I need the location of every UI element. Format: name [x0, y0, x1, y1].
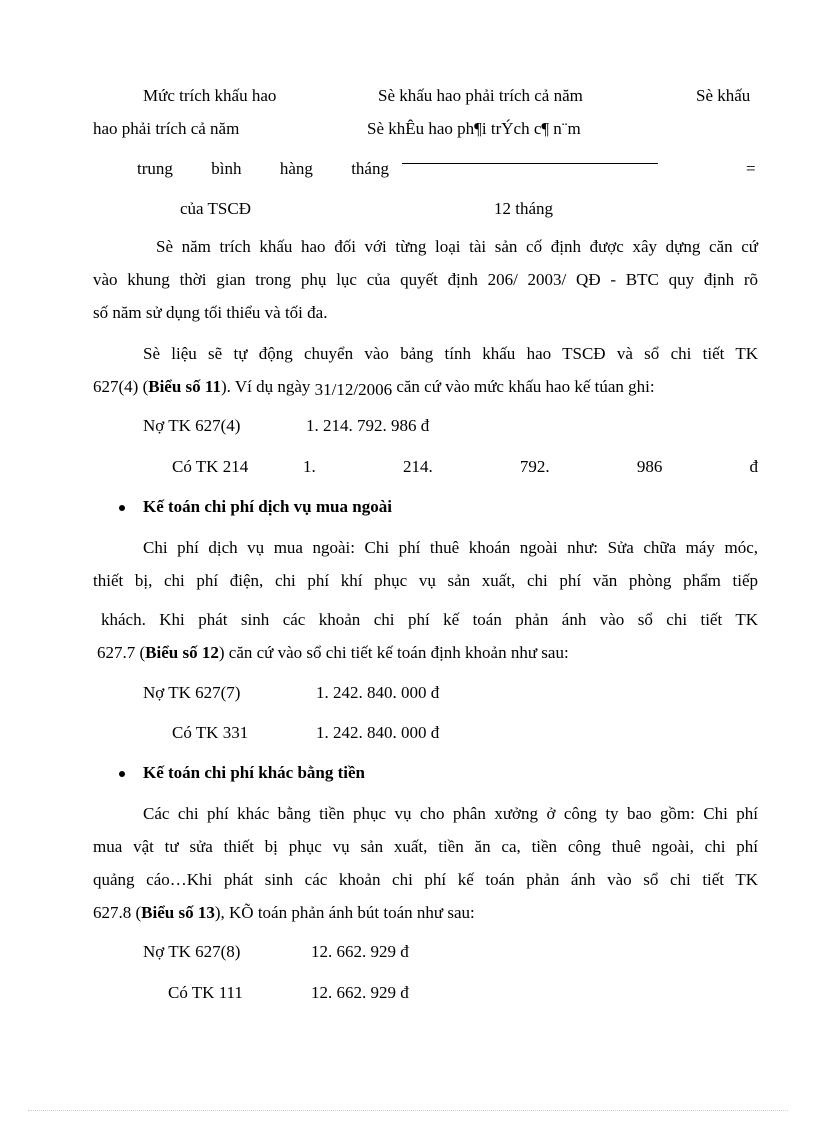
- equals-sign: =: [746, 159, 756, 178]
- section-2-line4: [97, 643, 569, 663]
- section-3-heading: Kế toán chi phí khác bằng tiền: [143, 763, 365, 782]
- date-value: 31/12/2006: [314, 380, 393, 399]
- entry1-debit-amount: 1. 214. 792. 986 đ: [306, 416, 430, 435]
- entry2-credit-label: Có TK 331: [172, 723, 249, 742]
- fraction-line: [402, 163, 658, 164]
- entry2-debit-amount: 1. 242. 840. 000 đ: [316, 683, 440, 702]
- amount-part: 986: [636, 457, 663, 476]
- formula-label-line2: hao phải trích cả năm: [93, 119, 240, 138]
- section-3-line1: Các chi phí khác bằng tiền phục vụ cho phân xưởng ở công ty bao gồm: Chi phí: [143, 804, 758, 823]
- amount-part: 1.: [303, 457, 316, 476]
- paragraph-1-line1: Sè năm trích khấu hao đối với từng loại tài sản cố định được xây dựng căn cứ: [156, 237, 758, 256]
- text-run: 627.8 (: [93, 903, 142, 922]
- amount-part: đ: [749, 457, 758, 476]
- entry3-debit-amount: 12. 662. 929 đ: [311, 942, 409, 961]
- bullet-icon: [119, 771, 125, 777]
- text-run: căn cứ vào mức khấu hao kế túan ghi:: [392, 377, 655, 396]
- section-2-heading: Kế toán chi phí dịch vụ mua ngoài: [143, 497, 392, 516]
- formula-numerator-line1: Sè khấu hao phải trích cả năm: [378, 86, 583, 105]
- formula-word: tháng: [351, 159, 389, 178]
- entry1-credit-label: Có TK 214: [172, 457, 249, 476]
- paragraph-2-line2: [93, 377, 655, 397]
- formula-word: trung: [137, 159, 173, 178]
- section-2-line1: Chi phí dịch vụ mua ngoài: Chi phí thuê khoán ngoài như: Sửa chữa máy móc,: [143, 538, 758, 557]
- section-2-line3: khách. Khi phát sinh các khoản chi phí kế toán phản ánh vào sổ chi tiết TK: [101, 610, 758, 629]
- entry1-debit-label: Nợ TK 627(4): [143, 416, 241, 435]
- reference-bieu-so-12: Biểu số 12: [145, 643, 219, 662]
- amount-part: 214.: [402, 457, 433, 476]
- formula-row3: [137, 159, 389, 179]
- entry3-credit-amount: 12. 662. 929 đ: [311, 983, 409, 1002]
- entry3-debit-label: Nợ TK 627(8): [143, 942, 241, 961]
- paragraph-1-line3: số năm sử dụng tối thiểu và tối đa.: [93, 303, 328, 322]
- entry2-credit-amount: 1. 242. 840. 000 đ: [316, 723, 440, 742]
- formula-word: hàng: [279, 159, 313, 178]
- formula-denominator: 12 tháng: [494, 199, 554, 218]
- reference-bieu-so-13: Biểu số 13: [141, 903, 215, 922]
- entry2-debit-label: Nợ TK 627(7): [143, 683, 241, 702]
- section-2-line2: thiết bị, chi phí điện, chi phí khí phục vụ sản xuất, chi phí văn phòng phẩm tiếp: [93, 571, 758, 590]
- text-run: 627.7 (: [97, 643, 146, 662]
- formula-word: bình: [211, 159, 242, 178]
- text-run: ), KÕ toán phản ánh bút toán như sau:: [214, 903, 475, 922]
- formula-extra-line1: Sè khấu: [696, 86, 751, 105]
- section-3-line4: [93, 903, 475, 923]
- section-3-line2: mua vật tư sửa thiết bị phục vụ sản xuất, tiền ăn ca, tiền công thuê ngoài, chi phí: [93, 837, 758, 856]
- text-run: 627(4) (: [93, 377, 149, 396]
- page-bottom-border: [28, 1110, 788, 1111]
- paragraph-1-line2: vào khung thời gian trong phụ lục của quyết định 206/ 2003/ QĐ - BTC quy định rõ: [93, 270, 758, 289]
- formula-garbled-line: Sè khÊu hao ph¶i trÝch c¶ n¨m: [367, 119, 581, 138]
- formula-label-line4: của TSCĐ: [180, 199, 251, 218]
- text-run: ). Ví dụ ngày: [220, 377, 315, 396]
- entry1-credit-amount: [303, 457, 758, 477]
- entry3-credit-label: Có TK 111: [168, 983, 243, 1002]
- amount-part: 792.: [519, 457, 550, 476]
- paragraph-2-line1: Sè liệu sẽ tự động chuyển vào bảng tính khấu hao TSCĐ và sổ chi tiết TK: [143, 344, 758, 363]
- section-3-line3: quảng cáo…Khi phát sinh các khoản chi phí kế toán phản ánh vào sổ chi tiết TK: [93, 870, 758, 889]
- bullet-icon: [119, 505, 125, 511]
- reference-bieu-so-11: Biểu số 11: [148, 377, 221, 396]
- formula-label-line1: Mức trích khấu hao: [143, 86, 277, 105]
- text-run: ) căn cứ vào sổ chi tiết kế toán định khoản như sau:: [218, 643, 569, 662]
